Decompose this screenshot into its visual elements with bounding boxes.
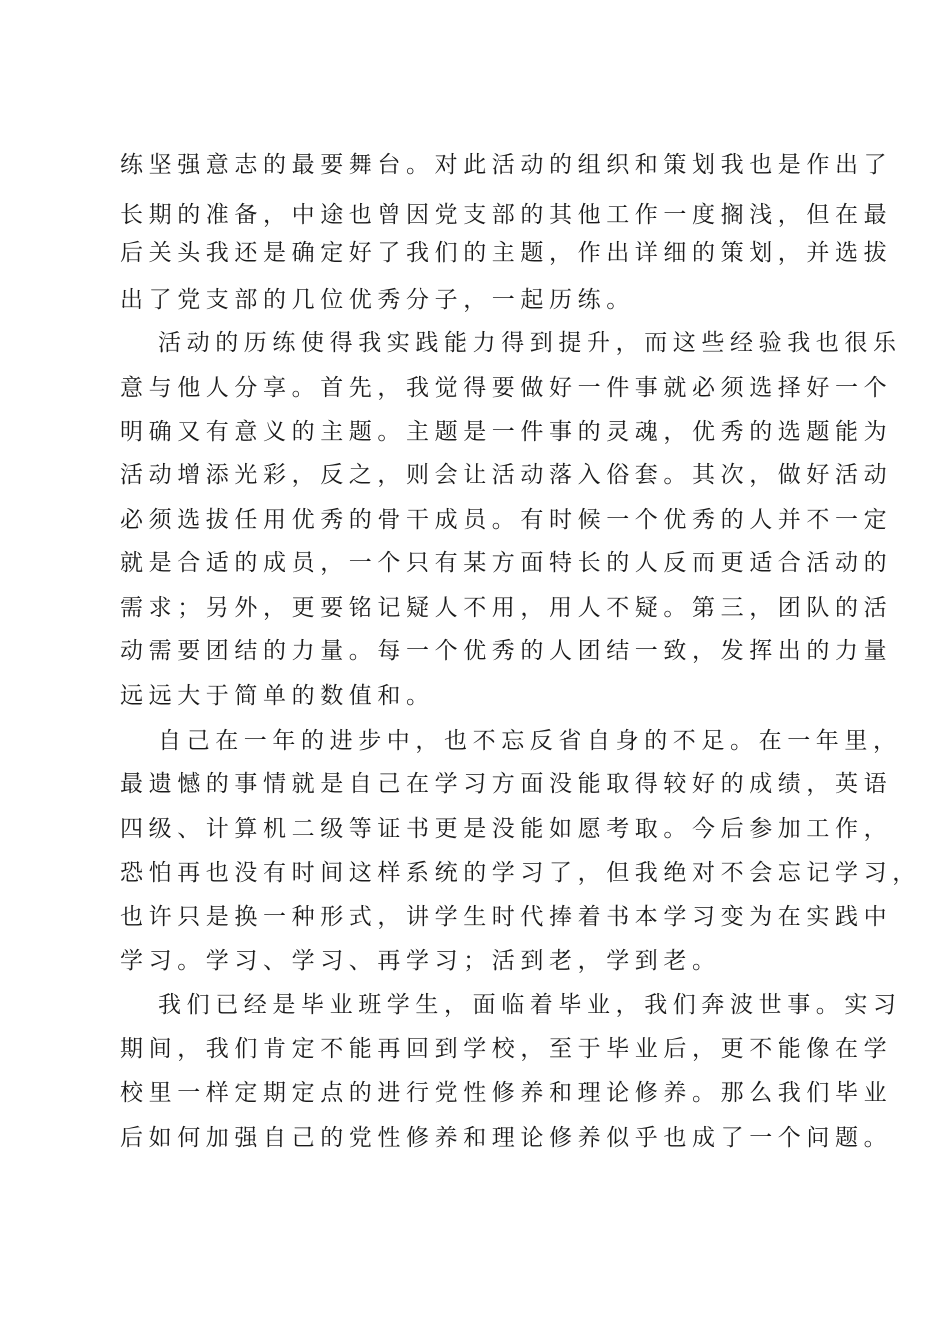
paragraph-2-line-9: 远远大于简单的数值和。 xyxy=(120,683,435,709)
paragraph-1-line-4: 出了党支部的几位优秀分子，一起历练。 xyxy=(120,287,635,313)
paragraph-2-line-2: 意与他人分享。首先，我觉得要做好一件事就必须选择好一个 xyxy=(120,375,893,401)
paragraph-2-line-3: 明确又有意义的主题。主题是一件事的灵魂，优秀的选题能为 xyxy=(120,419,893,445)
paragraph-3-line-6: 学习。学习、学习、再学习；活到老，学到老。 xyxy=(120,948,721,974)
paragraph-1-line-3: 后关头我还是确定好了我们的主题，作出详细的策划，并选拔 xyxy=(120,240,893,266)
paragraph-2-line-5: 必须选拔任用优秀的骨干成员。有时候一个优秀的人并不一定 xyxy=(120,507,893,533)
paragraph-2-line-4: 活动增添光彩，反之，则会让活动落入俗套。其次，做好活动 xyxy=(120,462,893,488)
paragraph-3-line-4: 恐怕再也没有时间这样系统的学习了，但我绝对不会忘记学习， xyxy=(120,860,921,886)
paragraph-3-line-3: 四级、计算机二级等证书更是没能如愿考取。今后参加工作， xyxy=(120,816,893,842)
paragraph-1-line-1: 练坚强意志的最要舞台。对此活动的组织和策划我也是作出了 xyxy=(120,152,893,178)
paragraph-4-line-4: 后如何加强自己的党性修养和理论修养似乎也成了一个问题。 xyxy=(120,1125,893,1151)
paragraph-3-line-1: 自己在一年的进步中，也不忘反省自身的不足。在一年里， xyxy=(158,728,902,754)
paragraph-2-line-7: 需求；另外，更要铭记疑人不用，用人不疑。第三，团队的活 xyxy=(120,595,893,621)
paragraph-3-line-2: 最遗憾的事情就是自己在学习方面没能取得较好的成绩，英语 xyxy=(120,771,893,797)
paragraph-2-line-1: 活动的历练使得我实践能力得到提升，而这些经验我也很乐 xyxy=(158,330,902,356)
paragraph-2-line-8: 动需要团结的力量。每一个优秀的人团结一致，发挥出的力量 xyxy=(120,638,893,664)
paragraph-4-line-3: 校里一样定期定点的进行党性修养和理论修养。那么我们毕业 xyxy=(120,1080,893,1106)
paragraph-4-line-1: 我们已经是毕业班学生，面临着毕业，我们奔波世事。实习 xyxy=(158,992,902,1018)
paragraph-2-line-6: 就是合适的成员，一个只有某方面特长的人反而更适合活动的 xyxy=(120,550,893,576)
paragraph-4-line-2: 期间，我们肯定不能再回到学校，至于毕业后，更不能像在学 xyxy=(120,1036,893,1062)
paragraph-1-line-2: 长期的准备，中途也曾因党支部的其他工作一度搁浅，但在最 xyxy=(120,202,893,228)
paragraph-3-line-5: 也许只是换一种形式，讲学生时代捧着书本学习变为在实践中 xyxy=(120,904,893,930)
